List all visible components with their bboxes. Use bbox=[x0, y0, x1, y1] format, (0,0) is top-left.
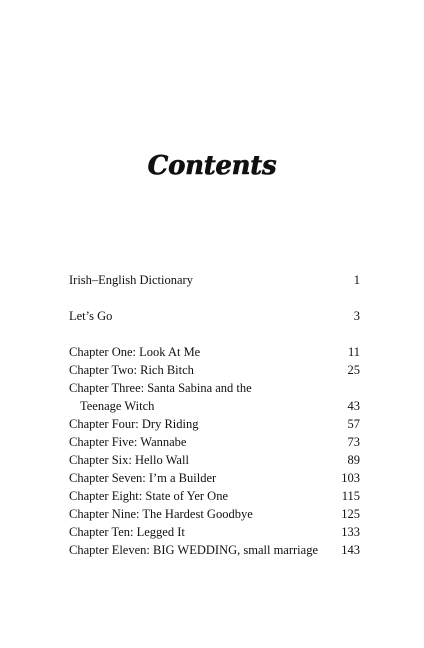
toc-entry bbox=[69, 307, 360, 325]
toc-entry-label: Let’s Go bbox=[69, 309, 113, 323]
toc-entry bbox=[69, 379, 360, 397]
toc-entry-page: 57 bbox=[347, 417, 360, 431]
contents-heading: Contents bbox=[147, 151, 277, 181]
toc-entry-label: Chapter Six: Hello Wall bbox=[69, 453, 189, 467]
toc-entry-page: 3 bbox=[353, 309, 360, 323]
toc-entry-page: 43 bbox=[347, 399, 360, 413]
toc-entry-page: 11 bbox=[347, 345, 360, 359]
toc-entry-label: Chapter One: Look At Me bbox=[69, 345, 201, 359]
toc-entry-label: Chapter Five: Wannabe bbox=[69, 435, 187, 449]
toc-entry-page: 103 bbox=[341, 471, 360, 485]
toc-entry-label: Irish–English Dictionary bbox=[69, 273, 193, 287]
toc-entry bbox=[69, 505, 360, 523]
toc-entry-page: 133 bbox=[341, 525, 360, 539]
toc-entry-page: 143 bbox=[341, 543, 360, 557]
toc-entry bbox=[69, 271, 360, 289]
toc-entry-label: Chapter Two: Rich Bitch bbox=[69, 363, 194, 377]
toc-entry-page: 25 bbox=[347, 363, 360, 377]
toc-entry-label: Chapter Eight: State of Yer One bbox=[69, 489, 229, 503]
toc-entry-label: Chapter Seven: I’m a Builder bbox=[69, 471, 217, 485]
toc-entry-label: Chapter Nine: The Hardest Goodbye bbox=[69, 507, 253, 521]
toc-entry bbox=[69, 541, 360, 559]
toc-entry-continuation bbox=[69, 397, 360, 415]
toc-entry bbox=[69, 469, 360, 487]
toc-entry-label: Chapter Three: Santa Sabina and the bbox=[69, 381, 252, 395]
toc-entry bbox=[69, 451, 360, 469]
toc-entry bbox=[69, 487, 360, 505]
toc-entry bbox=[69, 415, 360, 433]
toc-entry-label: Chapter Four: Dry Riding bbox=[69, 417, 199, 431]
toc-entry-page: 115 bbox=[341, 489, 360, 503]
toc-entry bbox=[69, 343, 360, 361]
toc-entry-page: 1 bbox=[353, 273, 360, 287]
toc-entry-label: Chapter Ten: Legged It bbox=[69, 525, 185, 539]
toc-entry-label: Teenage Witch bbox=[80, 399, 155, 413]
table-of-contents bbox=[69, 271, 360, 559]
toc-entry-page: 89 bbox=[347, 453, 360, 467]
toc-entry-label: Chapter Eleven: BIG WEDDING, small marriage bbox=[69, 543, 318, 557]
toc-entry-page: 125 bbox=[341, 507, 360, 521]
toc-entry-page: 73 bbox=[347, 435, 360, 449]
toc-entry bbox=[69, 361, 360, 379]
toc-entry bbox=[69, 523, 360, 541]
toc-entry bbox=[69, 433, 360, 451]
